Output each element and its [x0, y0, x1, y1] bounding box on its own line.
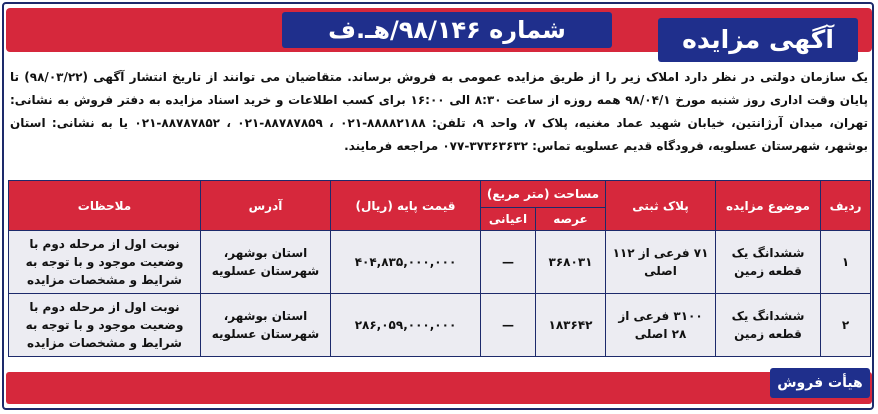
- cell-notes: نوبت اول از مرحله دوم با وضعیت موجود و با توجه به شرایط و مشخصات مزایده: [9, 231, 201, 294]
- header-plate: پلاک ثبتی: [606, 181, 716, 231]
- table-row: [9, 231, 871, 294]
- cell-area-land: ۱۸۳۶۴۲: [536, 294, 606, 357]
- header-price: قیمت پایه (ریال): [331, 181, 481, 231]
- notice-number: شماره ۹۸/۱۴۶/هـ.ف: [282, 12, 612, 48]
- cell-address: استان بوشهر، شهرستان عسلویه: [201, 231, 331, 294]
- header-area-building: اعیانی: [481, 208, 536, 231]
- cell-address: استان بوشهر، شهرستان عسلویه: [201, 294, 331, 357]
- cell-price: ۲۸۶,۰۵۹,۰۰۰,۰۰۰: [331, 294, 481, 357]
- cell-price: ۴۰۴,۸۳۵,۰۰۰,۰۰۰: [331, 231, 481, 294]
- cell-subject: ششدانگ یک قطعه زمین: [716, 294, 821, 357]
- footer-band: [6, 372, 872, 404]
- cell-subject: ششدانگ یک قطعه زمین: [716, 231, 821, 294]
- header-row-number: ردیف: [821, 181, 871, 231]
- header-area: مساحت (متر مربع): [481, 181, 606, 208]
- cell-notes: نوبت اول از مرحله دوم با وضعیت موجود و با توجه به شرایط و مشخصات مزایده: [9, 294, 201, 357]
- cell-area-building: —: [481, 294, 536, 357]
- footer-label: هیأت فروش: [770, 368, 870, 398]
- cell-area-land: ۳۶۸۰۳۱: [536, 231, 606, 294]
- cell-row-number: ۲: [821, 294, 871, 357]
- table-row: [9, 294, 871, 357]
- header-area-land: عرصه: [536, 208, 606, 231]
- notice-title: آگهی مزایده: [658, 18, 858, 62]
- header-address: آدرس: [201, 181, 331, 231]
- auction-table: [8, 180, 871, 357]
- header-notes: ملاحظات: [9, 181, 201, 231]
- cell-plate: ۳۱۰۰ فرعی از ۲۸ اصلی: [606, 294, 716, 357]
- table-header-row: [9, 181, 871, 208]
- header-subject: موضوع مزایده: [716, 181, 821, 231]
- cell-area-building: —: [481, 231, 536, 294]
- cell-plate: ۷۱ فرعی از ۱۱۲ اصلی: [606, 231, 716, 294]
- cell-row-number: ۱: [821, 231, 871, 294]
- intro-paragraph: یک سازمان دولتی در نظر دارد املاک زیر را از طریق مزایده عمومی به فروش برساند. متقاضیان می توانند از تاریخ انتشار آگهی (۹۸/۰۳/۲۲) تا پایان وقت اداری روز شنبه مورخ ۹۸/۰۴/۱ همه روزه از ساعت ۸:۳۰ الی ۱۶:۰۰ برای کسب اطلاعات و خرید اسناد مزایده به دفتر فروش به نشانی: تهران، میدان آرژانتین، خیابان شهید عماد مغنیه، پلاک ۷، واحد ۹، تلفن: ۸۸۸۸۲۱۸۸-۰۲۱ ، ۸۸۷۸۷۸۵۹-۰۲۱ ، ۸۸۷۸۷۸۵۲-۰۲۱ یا به نشانی: استان بوشهر، شهرستان عسلویه، فرودگاه قدیم عسلویه تماس: ۳۷۳۶۳۶۳۲-۰۷۷ مراجعه فرمایند.: [10, 70, 868, 153]
